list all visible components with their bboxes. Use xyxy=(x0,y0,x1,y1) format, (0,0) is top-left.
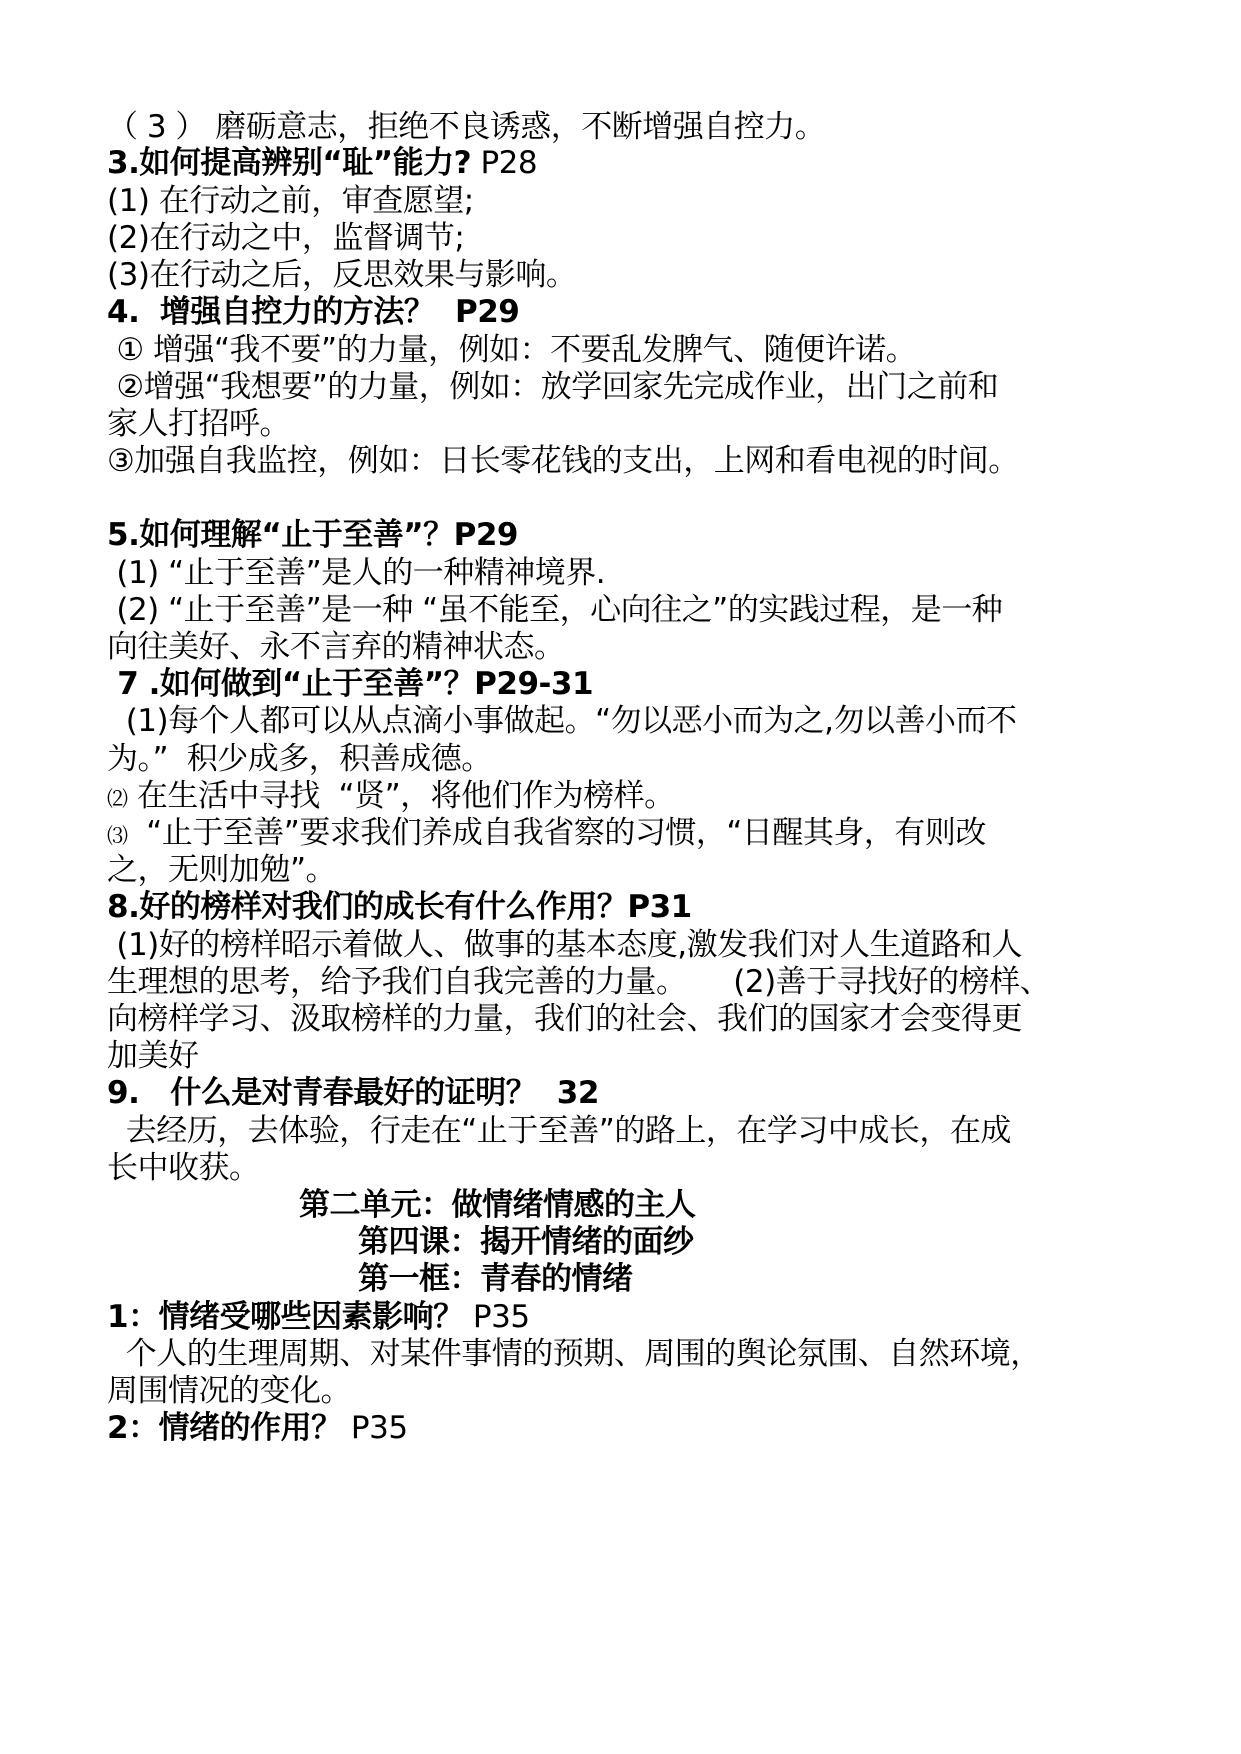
text-line: 个人的生理周期、对某件事情的预期、周围的舆论氛围、自然环境， xyxy=(107,1336,1041,1372)
list-number: ⑵ xyxy=(107,787,128,811)
unit-title: 第二单元：做情绪情感的主人 xyxy=(299,1187,696,1223)
question-3-title: 3.如何提高辨别“耻”能力? xyxy=(107,145,472,181)
lesson-title: 第四课：揭开情绪的面纱 xyxy=(358,1224,694,1260)
text-line: 生理想的思考，给予我们自我完善的力量。 (2)善于寻找好的榜样、 xyxy=(107,964,1051,1000)
text-line: (1) “止于至善”是人的一种精神境界. xyxy=(107,555,606,591)
text-line: 家人打招呼。 xyxy=(107,406,290,442)
text-line: ③加强自我监控，例如：日长零花钱的支出，上网和看电视的时间。 xyxy=(107,443,1019,479)
text-line: (1)好的榜样昭示着做人、做事的基本态度,激发我们对人生道路和人 xyxy=(107,927,1023,963)
question-heading-4: 4. 增强自控力的方法？ P29 xyxy=(107,294,520,330)
page-ref: P35 xyxy=(463,1299,530,1335)
text-line: 加美好 xyxy=(107,1038,199,1074)
question-2-title: 2：情绪的作用？ xyxy=(107,1410,342,1446)
question-1-title: 1：情绪受哪些因素影响？ xyxy=(107,1299,464,1335)
text-line-body: “止于至善”要求我们养成自我省察的习惯，“日醒其身，有则改 xyxy=(127,815,986,851)
page-ref: P35 xyxy=(341,1410,408,1446)
text-line: 周围情况的变化。 xyxy=(107,1373,351,1409)
text-line: 去经历，去体验，行走在“止于至善”的路上，在学习中成长，在成 xyxy=(107,1113,1011,1149)
text-line: (2)在行动之中，监督调节; xyxy=(107,220,465,256)
question-heading-1 xyxy=(107,1296,530,1338)
text-line: ②增强“我想要”的力量，例如：放学回家先完成作业，出门之前和 xyxy=(107,369,999,405)
text-line: (3)在行动之后，反思效果与影响。 xyxy=(107,257,577,293)
list-number: ⑶ xyxy=(107,824,128,848)
text-line: (1) 在行动之前，审查愿望; xyxy=(107,183,474,219)
text-line: 之，无则加勉”。 xyxy=(107,852,337,888)
text-line: (2) “止于至善”是一种 “虽不能至，心向往之”的实践过程，是一种 xyxy=(107,592,1003,628)
question-heading-8: 8.好的榜样对我们的成长有什么作用？P31 xyxy=(107,889,692,925)
question-heading-9: 9. 什么是对青春最好的证明？ 32 xyxy=(107,1075,599,1111)
question-heading-5: 5.如何理解“止于至善”？P29 xyxy=(107,517,518,553)
text-line: 为。” 积少成多，积善成德。 xyxy=(107,741,492,777)
question-heading-2 xyxy=(107,1407,408,1449)
text-line: （ 3 ） 磨砺意志，拒绝不良诱惑，不断增强自控力。 xyxy=(107,109,826,145)
page-ref: P28 xyxy=(480,145,538,181)
section-title: 第一框：青春的情绪 xyxy=(358,1261,633,1297)
text-line: 向往美好、永不言弃的精神状态。 xyxy=(107,629,565,665)
text-line: (1)每个人都可以从点滴小事做起。“勿以恶小而为之,勿以善小而不 xyxy=(107,703,1017,739)
question-heading-3 xyxy=(107,142,537,184)
text-line: 长中收获。 xyxy=(107,1150,260,1186)
text-line-body: 在生活中寻找 “贤”，将他们作为榜样。 xyxy=(127,778,675,814)
text-line: ① 增强“我不要”的力量，例如：不要乱发脾气、随便许诺。 xyxy=(107,332,917,368)
question-heading-7: 7 .如何做到“止于至善”？P29-31 xyxy=(107,666,594,702)
text-line: 向榜样学习、汲取榜样的力量，我们的社会、我们的国家才会变得更 xyxy=(107,1001,1022,1037)
